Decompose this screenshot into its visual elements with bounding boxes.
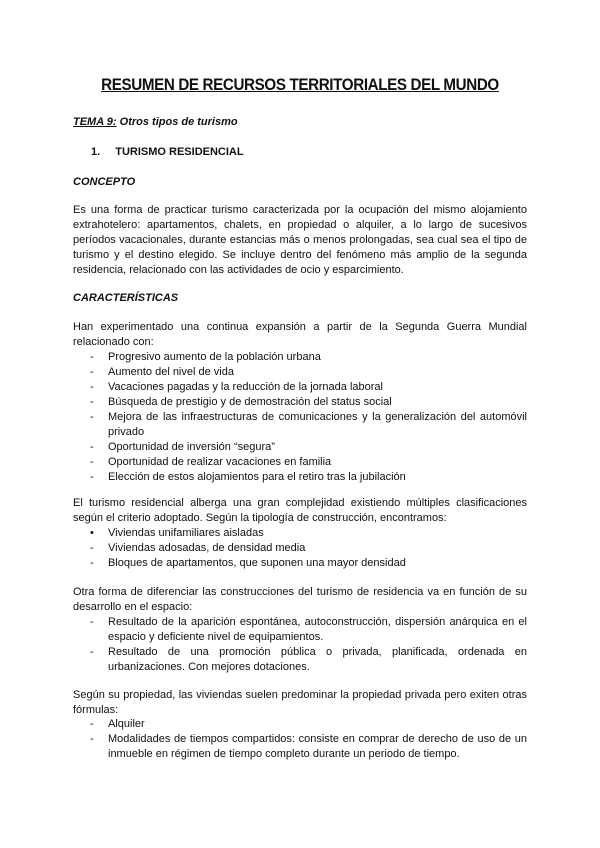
list-item: - Viviendas adosadas, de densidad media (90, 542, 306, 554)
list-item: - Elección de estos alojamientos para el retiro tras la jubilación (90, 471, 406, 483)
dash-marker: - (90, 411, 94, 423)
list-item: - Vacaciones pagadas y la reducción de la jornada laboral (90, 381, 383, 393)
tipologia-list (73, 526, 527, 571)
dash-marker: - (90, 456, 94, 468)
dash-marker: - (90, 351, 94, 363)
desarrollo-intro: Otra forma de diferenciar las construcciones del turismo de residencia va en función de su desarrollo en el espacio: (73, 586, 527, 613)
dash-marker: - (90, 646, 94, 658)
propiedad-list (73, 717, 527, 762)
list-item: - Búsqueda de prestigio y de demostración del status social (90, 396, 392, 408)
list-item: - Modalidades de tiempos compartidos: consiste en comprar de derecho de uso de un inmueble en régimen de tiempo completo durante un periodo de tiempo. (90, 733, 527, 760)
dash-marker: - (90, 471, 94, 483)
dash-marker: - (90, 381, 94, 393)
dash-marker: - (90, 557, 94, 569)
dash-marker: - (90, 616, 94, 628)
list-item: - Oportunidad de realizar vacaciones en familia (90, 456, 332, 468)
bullet-marker: • (90, 527, 94, 539)
caracteristicas-heading: CARACTERÍSTICAS (73, 292, 179, 304)
dash-marker: - (90, 542, 94, 554)
tema-text: Otros tipos de turismo (116, 116, 238, 128)
list-item: - Alquiler (90, 718, 145, 730)
dash-marker: - (90, 733, 94, 745)
list-item: - Resultado de una promoción pública o privada, planificada, ordenada en urbanizaciones. Con mejores dotaciones. (90, 646, 527, 673)
concepto-paragraph: Es una forma de practicar turismo caracterizada por la ocupación del mismo alojamiento extrahotelero: apartamentos, chalets, en propiedad o alquiler, a lo largo de sucesivos períodos vacacionales, durante estancias más o menos prolongadas, sea cual sea el tipo de turismo y el destino elegido. Se incluye dentro del fenómeno más amplio de la segunda residencia, relacionado con las actividades de ocio y esparcimiento. (73, 204, 527, 276)
list-item: - Aumento del nivel de vida (90, 366, 234, 378)
expansion-list (73, 350, 527, 485)
dash-marker: - (90, 441, 94, 453)
dash-marker: - (90, 366, 94, 378)
document-title: RESUMEN DE RECURSOS TERRITORIALES DEL MUNDO (101, 76, 499, 94)
list-item: • Viviendas unifamiliares aisladas (90, 527, 264, 539)
section-heading (91, 146, 244, 158)
dash-marker: - (90, 718, 94, 730)
concepto-heading: CONCEPTO (73, 176, 136, 188)
tema-line (73, 116, 238, 128)
list-item: - Mejora de las infraestructuras de comunicaciones y la generalización del automóvil privado (90, 411, 527, 438)
dash-marker: - (90, 396, 94, 408)
list-item: - Resultado de la aparición espontánea, autoconstrucción, dispersión anárquica en el espacio y deficiente nivel de equipamientos. (90, 616, 527, 643)
propiedad-intro: Según su propiedad, las viviendas suelen predominar la propiedad privada pero exiten otras fórmulas: (73, 689, 527, 716)
tipologia-intro: El turismo residencial alberga una gran complejidad existiendo múltiples clasificaciones según el criterio adoptado. Según la tipología de construcción, encontramos: (73, 497, 527, 524)
section-title: TURISMO RESIDENCIAL (115, 146, 244, 158)
desarrollo-list (73, 615, 527, 675)
section-number: 1. (91, 146, 101, 158)
tema-label: TEMA 9: (73, 116, 117, 128)
list-item: - Oportunidad de inversión “segura” (90, 441, 275, 453)
expansion-intro: Han experimentado una continua expansión a partir de la Segunda Guerra Mundial relacionado con: (73, 321, 527, 348)
list-item: - Bloques de apartamentos, que suponen una mayor densidad (90, 557, 406, 569)
list-item: - Progresivo aumento de la población urbana (90, 351, 321, 363)
